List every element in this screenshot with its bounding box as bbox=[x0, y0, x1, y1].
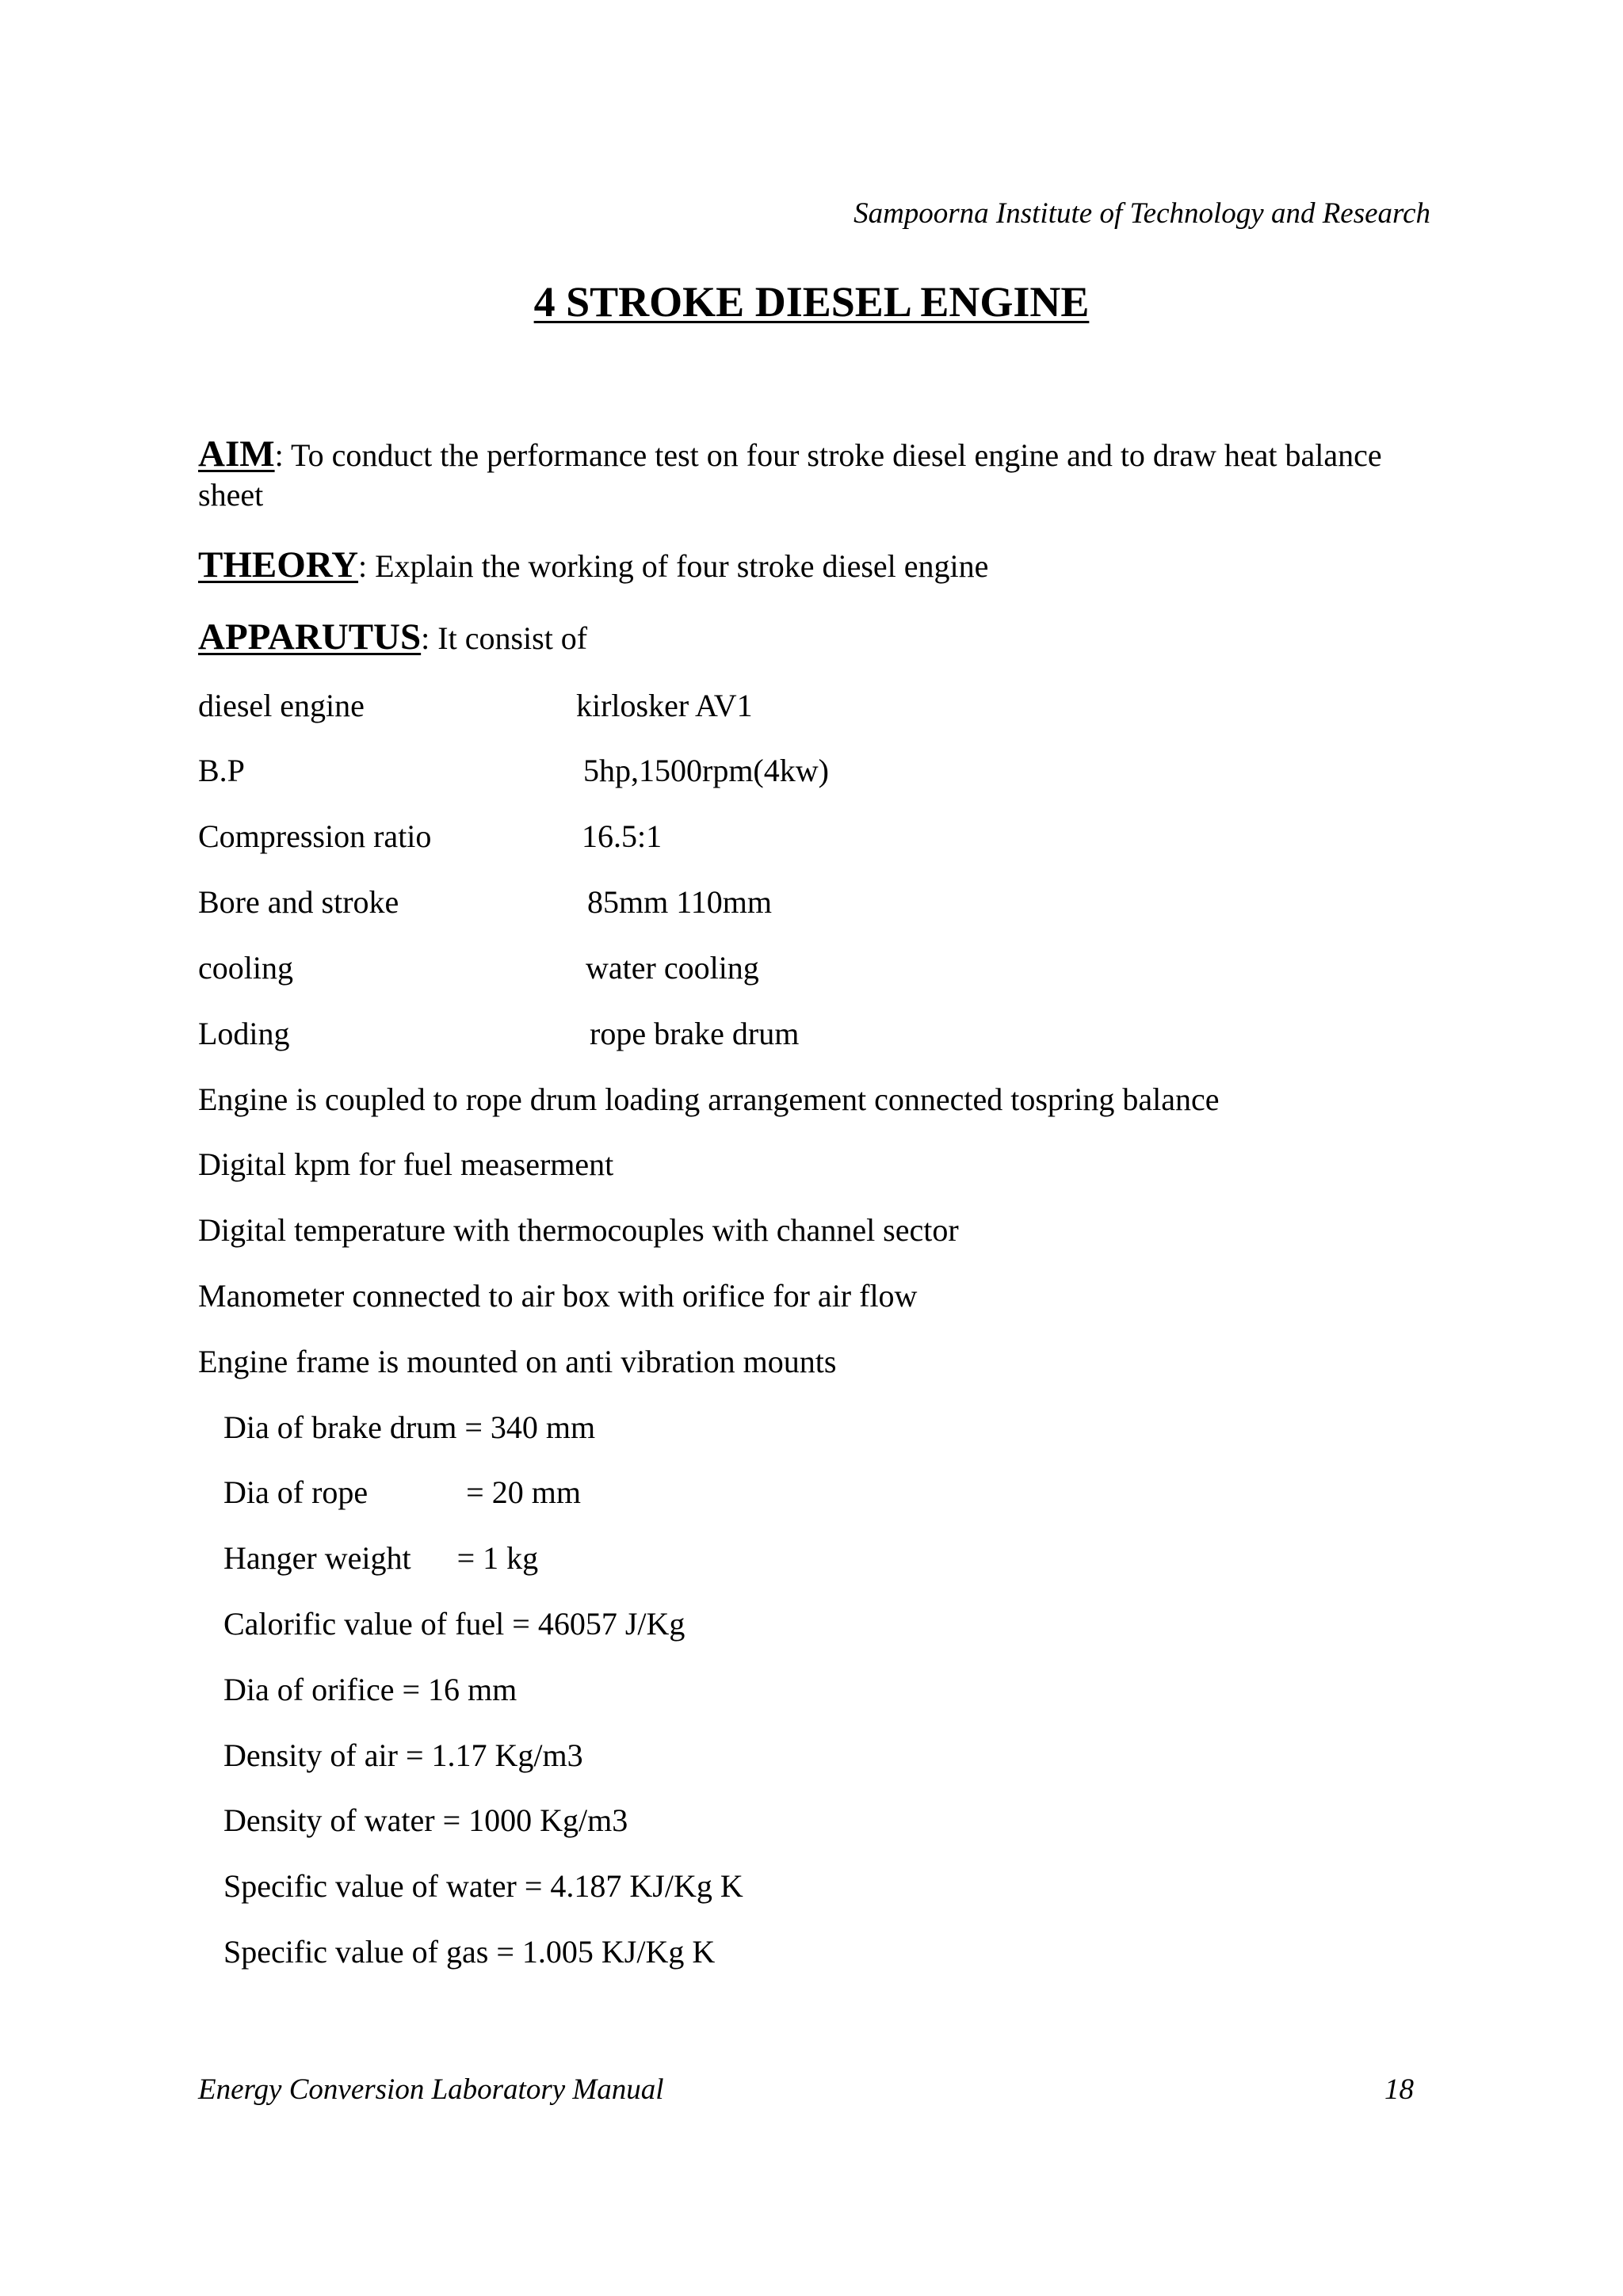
constant-value: = 340 mm bbox=[464, 1409, 596, 1445]
description-line: Manometer connected to air box with orifice for air flow bbox=[198, 1278, 918, 1314]
spec-label: Compression ratio bbox=[198, 818, 432, 854]
aim-heading: AIM bbox=[198, 433, 275, 475]
spec-value: rope brake drum bbox=[590, 1016, 800, 1051]
apparatus-heading: APPARUTUS bbox=[198, 616, 422, 658]
constant-label: Specific value of water bbox=[223, 1868, 517, 1904]
spec-value: 16.5:1 bbox=[582, 818, 663, 854]
page-title: 4 STROKE DIESEL ENGINE bbox=[533, 278, 1090, 326]
constant-value: = 16 mm bbox=[402, 1672, 517, 1707]
spec-value: 85mm 110mm bbox=[587, 884, 772, 920]
theory-section bbox=[198, 545, 988, 586]
constant-line bbox=[223, 1473, 581, 1512]
footer-manual-title: Energy Conversion Laboratory Manual bbox=[198, 2073, 664, 2106]
aim-text: : To conduct the performance test on four stroke diesel engine and to draw heat balance sheet bbox=[198, 437, 1382, 513]
constant-label: Dia of rope bbox=[223, 1474, 369, 1510]
constant-value: = 1 kg bbox=[456, 1540, 539, 1576]
description-line: Engine is coupled to rope drum loading arrangement connected tospring balance bbox=[198, 1081, 1220, 1117]
constant-line bbox=[223, 1604, 685, 1644]
spec-value: water cooling bbox=[586, 950, 759, 986]
description-line: Digital temperature with thermocouples with channel sector bbox=[198, 1212, 959, 1248]
constant-label: Density of air bbox=[223, 1737, 398, 1773]
spec-value: 5hp,1500rpm(4kw) bbox=[583, 753, 829, 788]
constant-label: Specific value of gas bbox=[223, 1934, 489, 1970]
constant-line bbox=[223, 1801, 628, 1840]
constant-label: Dia of orifice bbox=[223, 1672, 395, 1707]
constant-value: = 1.005 KJ/Kg K bbox=[496, 1934, 716, 1970]
constant-value: = 1.17 Kg/m3 bbox=[405, 1737, 583, 1773]
spec-label: B.P bbox=[198, 753, 245, 788]
constant-line bbox=[223, 1736, 583, 1775]
constant-line bbox=[223, 1539, 538, 1578]
aim-section bbox=[198, 434, 1434, 515]
constant-line bbox=[223, 1408, 595, 1447]
theory-heading: THEORY bbox=[198, 544, 359, 585]
page-number: 18 bbox=[1384, 2073, 1414, 2106]
spec-label: diesel engine bbox=[198, 688, 365, 723]
constant-value: = 20 mm bbox=[466, 1474, 581, 1510]
constant-label: Dia of brake drum bbox=[223, 1409, 457, 1445]
constant-label: Density of water bbox=[223, 1802, 435, 1838]
constant-label: Hanger weight bbox=[223, 1540, 411, 1576]
spec-label: cooling bbox=[198, 950, 293, 986]
spec-value: kirlosker AV1 bbox=[576, 688, 753, 723]
spec-label: Loding bbox=[198, 1016, 290, 1051]
theory-text: : Explain the working of four stroke diesel engine bbox=[358, 548, 989, 584]
constant-value: = 46057 J/Kg bbox=[512, 1606, 685, 1642]
constant-line bbox=[223, 1867, 743, 1906]
constant-line bbox=[223, 1932, 715, 1972]
constant-label: Calorific value of fuel bbox=[223, 1606, 505, 1642]
apparatus-text: : It consist of bbox=[421, 620, 588, 656]
constant-line bbox=[223, 1670, 517, 1710]
constant-value: = 4.187 KJ/Kg K bbox=[524, 1868, 743, 1904]
description-line: Engine frame is mounted on anti vibration mounts bbox=[198, 1344, 837, 1379]
spec-label: Bore and stroke bbox=[198, 884, 399, 920]
description-line: Digital kpm for fuel measerment bbox=[198, 1146, 614, 1182]
apparatus-section bbox=[198, 617, 587, 658]
header-institute-name: Sampoorna Institute of Technology and Research bbox=[854, 197, 1430, 230]
constant-value: = 1000 Kg/m3 bbox=[442, 1802, 628, 1838]
